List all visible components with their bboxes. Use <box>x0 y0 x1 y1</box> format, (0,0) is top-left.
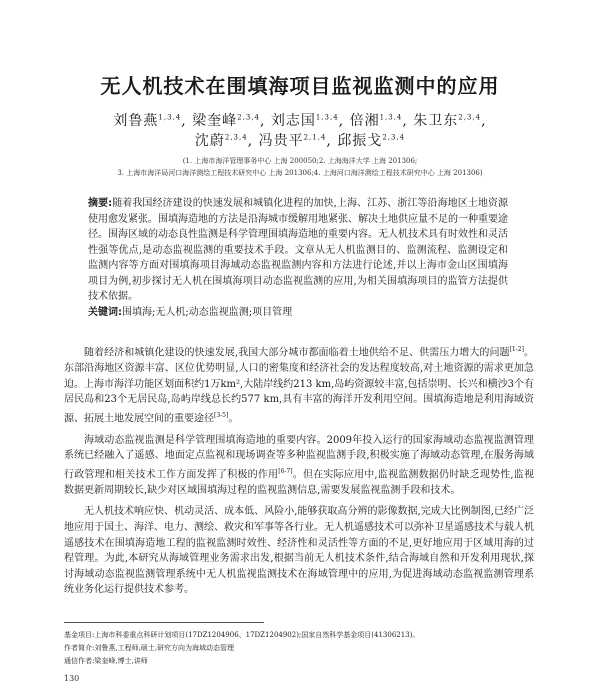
paragraph-text: 。东部沿海地区资源丰富、区位优势明显,人口的密集度和经济社会的发达程度较高,对土地资源的需求更加急迫。上海市海洋功能区划面积约1万km²,大陆岸线约213 km,岛屿资源较丰富,包括崇明、长兴和横沙3个有居民岛和23个无居民岛,岛屿岸线总长约577 km,具有丰富的海洋开发利用空间。围填海造地是利用海域资源、拓展土地发展空间的重要途径 <box>64 347 534 425</box>
author-name: 邱振戈 <box>337 133 383 149</box>
paragraph-text: 随着经济和城镇化建设的快速发展,我国大部分城市都面临着土地供给不足、供需压力增大的问题 <box>84 347 510 359</box>
abstract-label: 摘要: <box>88 198 113 209</box>
author-name: 沈蔚 <box>194 133 225 149</box>
abstract <box>88 196 508 305</box>
author-affil-sup: 2,3,4 <box>224 133 248 142</box>
citation: [1-2] <box>509 346 524 353</box>
paragraph-text: 。但在实际应用中,监视监测数据仍时缺乏现势性,监视数据更新周期较长,缺少对区域围填海过程的监视监测信息,需要发展监视监测手段和技术。 <box>64 469 535 496</box>
footnote-funding: 基金项目:上海市科委重点科研计划项目(17DZ1204906、17DZ1204902);国家自然科学基金项目(41306213)。 <box>64 631 420 639</box>
paragraph-text: 海域动态监视监测是科学管理围填海造地的重要内容。2009年投入运行的国家海域动态监视监测管理系统已经融入了遥感、地面定点监视和现场调查等多种监视监测手段,积极实施了海域动态管理,在服务海域行政管理和相关技术工作方面发挥了积极的作用 <box>64 434 534 481</box>
author-name: 倍湘 <box>349 113 380 129</box>
page-number: 130 <box>64 674 80 683</box>
footnote-author-bio: 作者简介:刘鲁燕,工程师,硕士,研究方向为海域动态管理 <box>64 644 235 652</box>
abstract-text: 随着我国经济建设的快速发展和城镇化进程的加快,上海、江苏、浙江等沿海地区土地资源使用愈发紧张。围填海造地的方法是沿海城市缓解用地紧张、解决土地供应量不足的一种重要途径。围海区域的动态良性监测是科学管理围填海造地的重要内容。无人机技术具有时效性和灵活性强等优点,是动态监视监测的重要技术手段。文章从无人机监测目的、监测流程、监测设定和监测内容等方面对围填海项目海域动态监视监测内容和方法进行论述,并以上海市金山区围填海项目为例,初步探讨无人机在围填海项目动态监视监测的应用,为相关围填海项目的监管方法提供技术依据。 <box>88 198 508 302</box>
citation: [6-7] <box>278 467 293 475</box>
author-affil-sup: 1,3,4 <box>379 113 403 122</box>
paper-title: 无人机技术在围填海项目监视监测中的应用 <box>100 74 500 98</box>
paragraph-text: 无人机技术响应快、机动灵活、成本低、风险小,能够获取高分辨的影像数据,完成大比例制图,已经广泛地应用于国土、海洋、电力、测绘、救灾和军事等各行业。无人机遥感技术可以弥补卫星遥感技术与载人机遥感技术在围填海造地工程的监视监测时效性、经济性和灵活性等方面的不足,更好地应用于区域用海的过程管理。为此,本研究从海域管理业务需求出发,根据当前无人机技术条件,结合海域自然和开发利用现状,探讨海域动态监视监测管理系统中无人机监视监测技术在海域管理中的应用,为促进海域动态监视监测管理系统业务化运行提供技术参考。 <box>64 506 534 596</box>
author-affil-sup: 2,3,4 <box>237 113 260 122</box>
author-affil-sup: 2,3,4 <box>382 133 406 142</box>
author-affil-sup: 2,1,4 <box>303 133 327 142</box>
author-name: 刘鲁燕 <box>113 113 159 129</box>
author-name: 朱卫东 <box>413 113 459 129</box>
paragraph-3 <box>64 504 534 598</box>
paragraph-text: 。 <box>228 413 239 425</box>
author-affil-sup: 2,3,4 <box>458 113 482 122</box>
citation: [3-5] <box>214 411 229 419</box>
footnote-corresponding: 通信作者:梁奎峰,博士,讲师 <box>64 657 148 665</box>
paragraph-1 <box>64 342 534 427</box>
affiliation-line-2: 3. 上海市海洋局河口海洋测绘工程技术研究中心 上海 201306;4. 上海河口海洋测绘工程技术研究中心 上海 201306) <box>117 169 483 177</box>
affiliation-line-1: (1. 上海市海洋管理事务中心 上海 200050;2. 上海海洋大学 上海 201306; <box>182 157 418 165</box>
body-text <box>64 342 534 604</box>
author-affil-sup: 1,3,4 <box>315 113 339 122</box>
author-line-1: 刘鲁燕$^{1,3,4}$, 梁奎峰$^{2,3,4}$, 刘志国$^{1,3,4}$, 倍湘$^{1,3,4}$, 朱卫东$^{2,3,4}$, <box>113 113 487 129</box>
keywords <box>88 305 508 320</box>
author-affil-sup: 1,3,4 <box>158 113 182 122</box>
author-name: 梁奎峰 <box>192 113 238 129</box>
keywords-label: 关键词: <box>88 307 122 318</box>
author-name: 冯贵平 <box>258 133 304 149</box>
footnote-divider <box>64 622 264 623</box>
author-line-2: 沈蔚$^{2,3,4}$, 冯贵平$^{2,1,4}$, 邱振戈$^{2,3,4}$ <box>194 133 406 149</box>
keywords-text: 围填海;无人机;动态监视监测;项目管理 <box>122 307 293 318</box>
paragraph-2 <box>64 433 534 499</box>
author-name: 刘志国 <box>270 113 316 129</box>
